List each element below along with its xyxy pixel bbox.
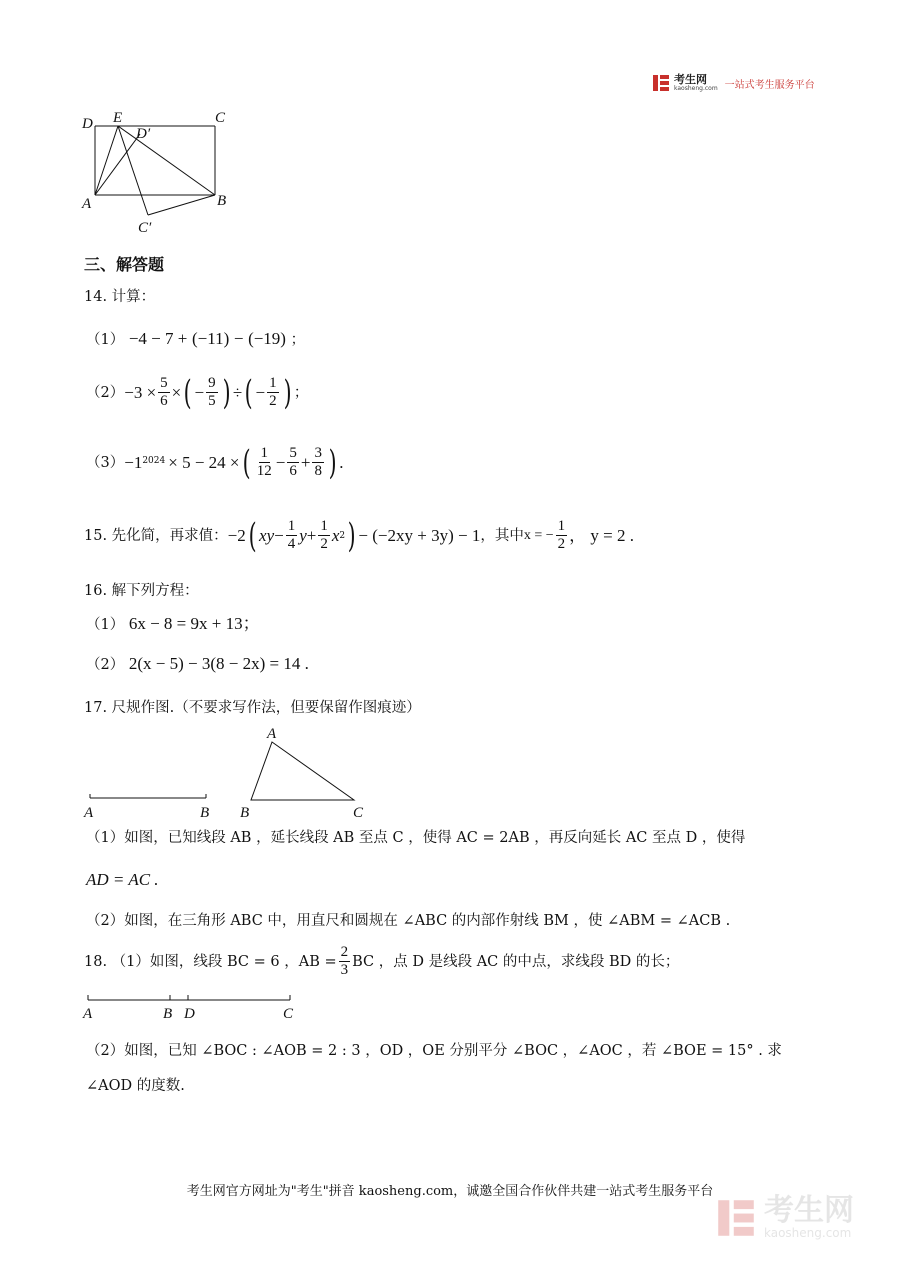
q16-part2	[86, 654, 309, 675]
q15-xy: xy	[259, 525, 275, 545]
figure-label-B: B	[217, 193, 227, 209]
q15-y: y	[299, 525, 307, 545]
q14-p1-paren2: (−19)	[248, 329, 286, 348]
q15-x2: x	[331, 525, 340, 545]
q14-p3-lparen: (	[242, 442, 251, 483]
q15-frac-x	[556, 518, 568, 553]
q17-part1-line2: AD = AC .	[86, 870, 159, 889]
q15-minus: −	[274, 525, 284, 545]
q18-f-num: 2	[340, 944, 349, 960]
q14-p3-plus: +	[300, 452, 311, 472]
q15-cond: ，其中	[480, 527, 524, 544]
q18-label-C: C	[283, 1006, 294, 1022]
q14-p3-minus: −	[275, 452, 286, 472]
q14-p2-f2-den: 5	[208, 393, 216, 409]
q14-p2-end: ；	[293, 384, 309, 401]
section-heading: 三、解答题	[84, 255, 165, 274]
watermark-logo-icon	[716, 1198, 756, 1238]
brand-text-block	[674, 74, 718, 92]
q14-p3-base: −1	[124, 452, 143, 472]
q15-plus: +	[306, 525, 317, 545]
q17-seg-label-B: B	[200, 805, 210, 821]
q14-p2-frac1	[158, 375, 170, 410]
q14-p3-end: .	[339, 452, 344, 472]
watermark	[716, 1193, 854, 1240]
q18-part2-line2: ∠AOD 的度数.	[86, 1078, 185, 1094]
q14-part2	[86, 372, 309, 413]
q15-f1-den: 4	[287, 536, 296, 552]
q14-p2-f1-den: 6	[160, 393, 168, 409]
figure-line-Cprime-B	[148, 195, 215, 215]
q16-p1-expr: 6x − 8 = 9x + 13；	[128, 614, 260, 633]
q14-p3-label: （3）	[86, 454, 125, 471]
q14-part1	[86, 329, 305, 350]
figure-label-A: A	[82, 196, 92, 212]
q14-p3-mid: × 5 − 24 ×	[168, 452, 240, 472]
q14-p1-label: （1）	[86, 332, 125, 348]
q15-coef: −2	[227, 525, 246, 545]
watermark-text-block	[764, 1193, 854, 1240]
brand-url: kaosheng.com	[674, 85, 718, 92]
q15-f2-den: 2	[320, 536, 328, 552]
watermark-url: kaosheng.com	[764, 1226, 852, 1240]
q14-p3-f2-den: 6	[289, 463, 297, 479]
q18-label-D: D	[184, 1006, 195, 1022]
q14-p3-frac1	[255, 445, 274, 480]
q16-p2-label: （2）	[86, 657, 125, 673]
q14-p2-label: （2）	[86, 384, 125, 401]
q17-triangle-ABC	[251, 742, 354, 800]
q15-lead: 15. 先化简，再求值：	[84, 527, 228, 544]
q14-p3-rparen: )	[328, 442, 337, 483]
header-brand	[652, 74, 815, 92]
q14-p2-f1-num: 5	[160, 375, 168, 391]
figure-label-D: D	[82, 116, 93, 132]
q14-p2-frac3	[267, 375, 279, 410]
figure-label-E: E	[113, 110, 123, 126]
figure-line-EA	[95, 126, 118, 195]
q15-frac1	[286, 518, 298, 553]
q17-tri-label-A: A	[267, 726, 277, 742]
q18-part2-line1: （2）如图，已知 ∠BOC : ∠AOB = 2 : 3 ，OD ，OE 分别平分 ∠BOC ，∠AOC ，若 ∠BOE = 15° . 求	[86, 1043, 782, 1059]
q17-tri-label-B: B	[240, 805, 250, 821]
q14-p2-f3-num: 1	[269, 375, 277, 391]
watermark-text: 考生网	[764, 1193, 854, 1228]
q14-p2-f3-sign: −	[255, 382, 266, 402]
figure-label-C-prime: C′	[138, 220, 152, 236]
q17-tri-label-C: C	[353, 805, 364, 821]
q14-part3	[86, 442, 344, 483]
figure-line-EB	[118, 126, 215, 195]
figure-label-C: C	[215, 110, 226, 126]
q14-p2-lparen2: (	[244, 372, 253, 413]
q14-p2-frac2	[206, 375, 218, 410]
q15-x-den: 2	[557, 536, 566, 552]
q14-p3-f3-num: 3	[314, 445, 322, 461]
q14-p2-div: ÷	[232, 382, 243, 402]
q14-p3-f2-num: 5	[289, 445, 297, 461]
q14-p3-f1-den: 12	[256, 463, 272, 479]
q15-mid: − (−2xy + 3y) − 1	[358, 525, 481, 545]
figure-line-AD-prime	[95, 134, 140, 195]
q18-label-A: A	[83, 1006, 93, 1022]
q14-p3-f3-den: 8	[314, 463, 322, 479]
q15-xeq: x = −	[523, 527, 554, 543]
q15-sq: 2	[339, 531, 346, 541]
q16-part1	[86, 614, 260, 635]
q14-p1-minus: −	[233, 329, 244, 348]
q14-p1-expr-a: −4 − 7 +	[128, 329, 188, 348]
q17-part2: （2）如图，在三角形 ABC 中，用直尺和圆规在 ∠ABC 的内部作射线 BM ，使 ∠ABM = ∠ACB .	[86, 913, 731, 929]
q18-p1-b: BC ，点 D 是线段 AC 的中点，求线段 BD 的长；	[352, 953, 680, 970]
q14-p3-frac2	[287, 445, 299, 480]
page-footer: 考生网官方网址为"考生"拼音 kaosheng.com，诚邀全国合作伙伴共建一站式考生服务平台	[186, 1184, 714, 1199]
q15-lparen: (	[248, 515, 257, 556]
q14-p2-rparen2: )	[283, 372, 292, 413]
brand-name: 考生网	[674, 73, 707, 86]
figure-label-D-prime: D′	[136, 126, 151, 142]
q16-p2-expr: 2(x − 5) − 3(8 − 2x) = 14 .	[128, 654, 309, 673]
q16-intro: 16. 解下列方程：	[84, 583, 199, 599]
q17-intro: 17. 尺规作图.（不要求写作法，但要保留作图痕迹）	[84, 700, 421, 716]
brand-logo-icon	[652, 74, 670, 92]
q14-p1-paren1: (−11)	[191, 329, 230, 348]
q14-p2-f2-num: 9	[208, 375, 216, 391]
q18-p1-a: 18. （1）如图，线段 BC = 6 ，AB =	[84, 953, 337, 970]
q14-p2-f2-sign: −	[194, 382, 205, 402]
q18-frac	[339, 944, 351, 979]
q18-line-figure	[78, 988, 308, 1024]
q18-label-B: B	[163, 1006, 173, 1022]
q18-part1	[84, 944, 679, 979]
q15-x-num: 1	[557, 518, 566, 534]
q17-part1-line1: （1）如图，已知线段 AB ，延长线段 AB 至点 C ，使得 AC = 2AB ，再反向延长 AC 至点 D ，使得	[86, 830, 746, 846]
q14-intro: 14. 计算：	[84, 289, 156, 305]
q14-p2-rparen1: )	[222, 372, 231, 413]
q17-seg-label-A: A	[84, 805, 94, 821]
q15-line	[84, 515, 634, 556]
q15-rparen: )	[347, 515, 356, 556]
q14-p2-a: −3 ×	[124, 382, 157, 402]
rectangle-fold-figure	[78, 106, 238, 236]
q14-p3-f1-num: 1	[260, 445, 269, 461]
q14-p2-times: ×	[171, 382, 182, 402]
q15-yeq: ， y = 2 .	[569, 525, 634, 545]
q16-p1-label: （1）	[86, 617, 125, 633]
q18-f-den: 3	[340, 962, 349, 978]
q17-figures	[78, 724, 378, 824]
q15-f1-num: 1	[287, 518, 296, 534]
q15-f2-num: 1	[320, 518, 328, 534]
brand-slogan: 一站式考生服务平台	[724, 79, 815, 91]
q15-frac2	[318, 518, 330, 553]
q14-p2-f3-den: 2	[269, 393, 277, 409]
q14-p3-frac3	[312, 445, 324, 480]
q14-p1-end: ；	[290, 332, 306, 348]
q14-p2-lparen1: (	[183, 372, 192, 413]
q14-p3-exp: 2024	[142, 456, 166, 466]
